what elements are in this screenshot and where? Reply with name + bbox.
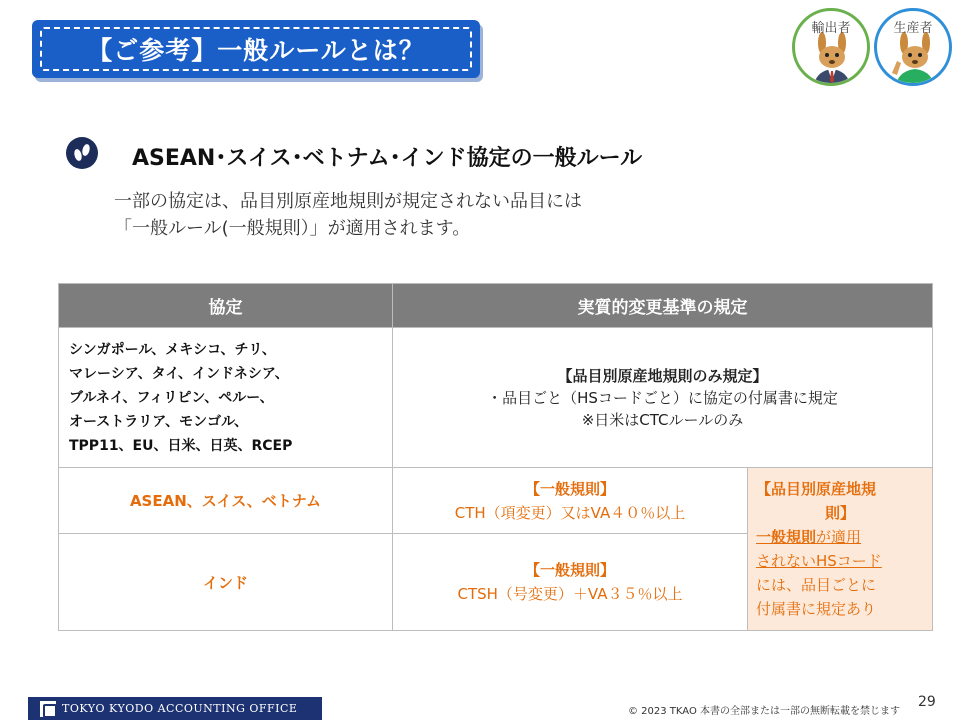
page-title: 【ご参考】一般ルールとは？ — [87, 36, 425, 65]
general-rule-title: 【一般規則】 — [524, 479, 615, 498]
table-row — [59, 328, 933, 468]
header-criteria: 実質的変更基準の規定 — [393, 284, 933, 328]
page-number: 29 — [918, 694, 936, 710]
table-row — [59, 468, 933, 534]
psr-only-line-1: ・品目ごと（HSコードごと）に協定の付属書に規定 — [487, 388, 838, 407]
note-line-1: 【品目別原産地規 — [756, 480, 877, 498]
country-line: TPP11、EU、日米、日英、RCEP — [69, 437, 293, 454]
country-line: ブルネイ、フィリピン、ペルー、 — [69, 389, 274, 406]
rules-table — [58, 283, 933, 631]
general-rule-title: 【一般規則】 — [524, 561, 615, 579]
country-line: マレーシア、タイ、インドネシア、 — [69, 365, 289, 382]
psr-only-title: 【品目別原産地規則のみ規定】 — [557, 366, 768, 385]
tkao-logo-icon — [40, 701, 56, 717]
note-line-5: には、品目ごとに — [756, 576, 877, 594]
psr-only-line-2: ※日米はCTCルールのみ — [581, 410, 744, 429]
footer-bar — [28, 697, 322, 720]
footer-org-name: TOKYO KYODO ACCOUNTING OFFICE — [62, 702, 298, 715]
note-line-3 — [756, 525, 924, 549]
general-rule-cell — [393, 468, 748, 534]
agreement-india-cell: インド — [59, 534, 393, 631]
header-agreement: 協定 — [59, 284, 393, 328]
exporter-badge — [792, 8, 870, 86]
psr-only-cell — [393, 328, 933, 468]
section-heading: ASEAN･スイス･ベトナム･インド協定の一般ルール — [132, 146, 643, 171]
country-line: オーストラリア、モンゴル、 — [69, 413, 249, 430]
producer-badge — [874, 8, 952, 86]
note-line-6: 付属書に規定あり — [756, 600, 877, 618]
note-line-2: 則】 — [824, 504, 855, 522]
title-banner — [32, 20, 480, 78]
agreement-asean-cell: ASEAN、スイス、ベトナム — [59, 468, 393, 534]
description-line-1: 一部の協定は、品目別原産地規則が規定されない品目には — [114, 191, 582, 212]
footprint-icon — [66, 137, 98, 169]
producer-badge-label: 生産者 — [893, 21, 933, 36]
country-line: シンガポール、メキシコ、チリ、 — [69, 341, 276, 358]
psr-note-cell — [748, 468, 933, 631]
note-line-4: されないHSコード — [756, 552, 882, 570]
general-rule-cell — [393, 534, 748, 631]
note-applied: が適用 — [816, 528, 862, 546]
exporter-badge-label: 輸出者 — [811, 21, 851, 36]
description-line-2: 「一般ルール(一般規則）」が適用されます。 — [114, 218, 471, 239]
title-frame — [40, 27, 472, 71]
general-rule-text: CTSH（号変更）＋VA３５％以上 — [457, 585, 683, 603]
table-header-row — [59, 284, 933, 328]
note-general-rule: 一般規則 — [756, 528, 817, 546]
copyright-notice: © 2023 TKAO 本書の全部または一部の無断転載を禁じます — [628, 706, 901, 717]
countries-cell — [59, 328, 393, 468]
general-rule-text: CTH（項変更）又はVA４０％以上 — [454, 503, 686, 522]
